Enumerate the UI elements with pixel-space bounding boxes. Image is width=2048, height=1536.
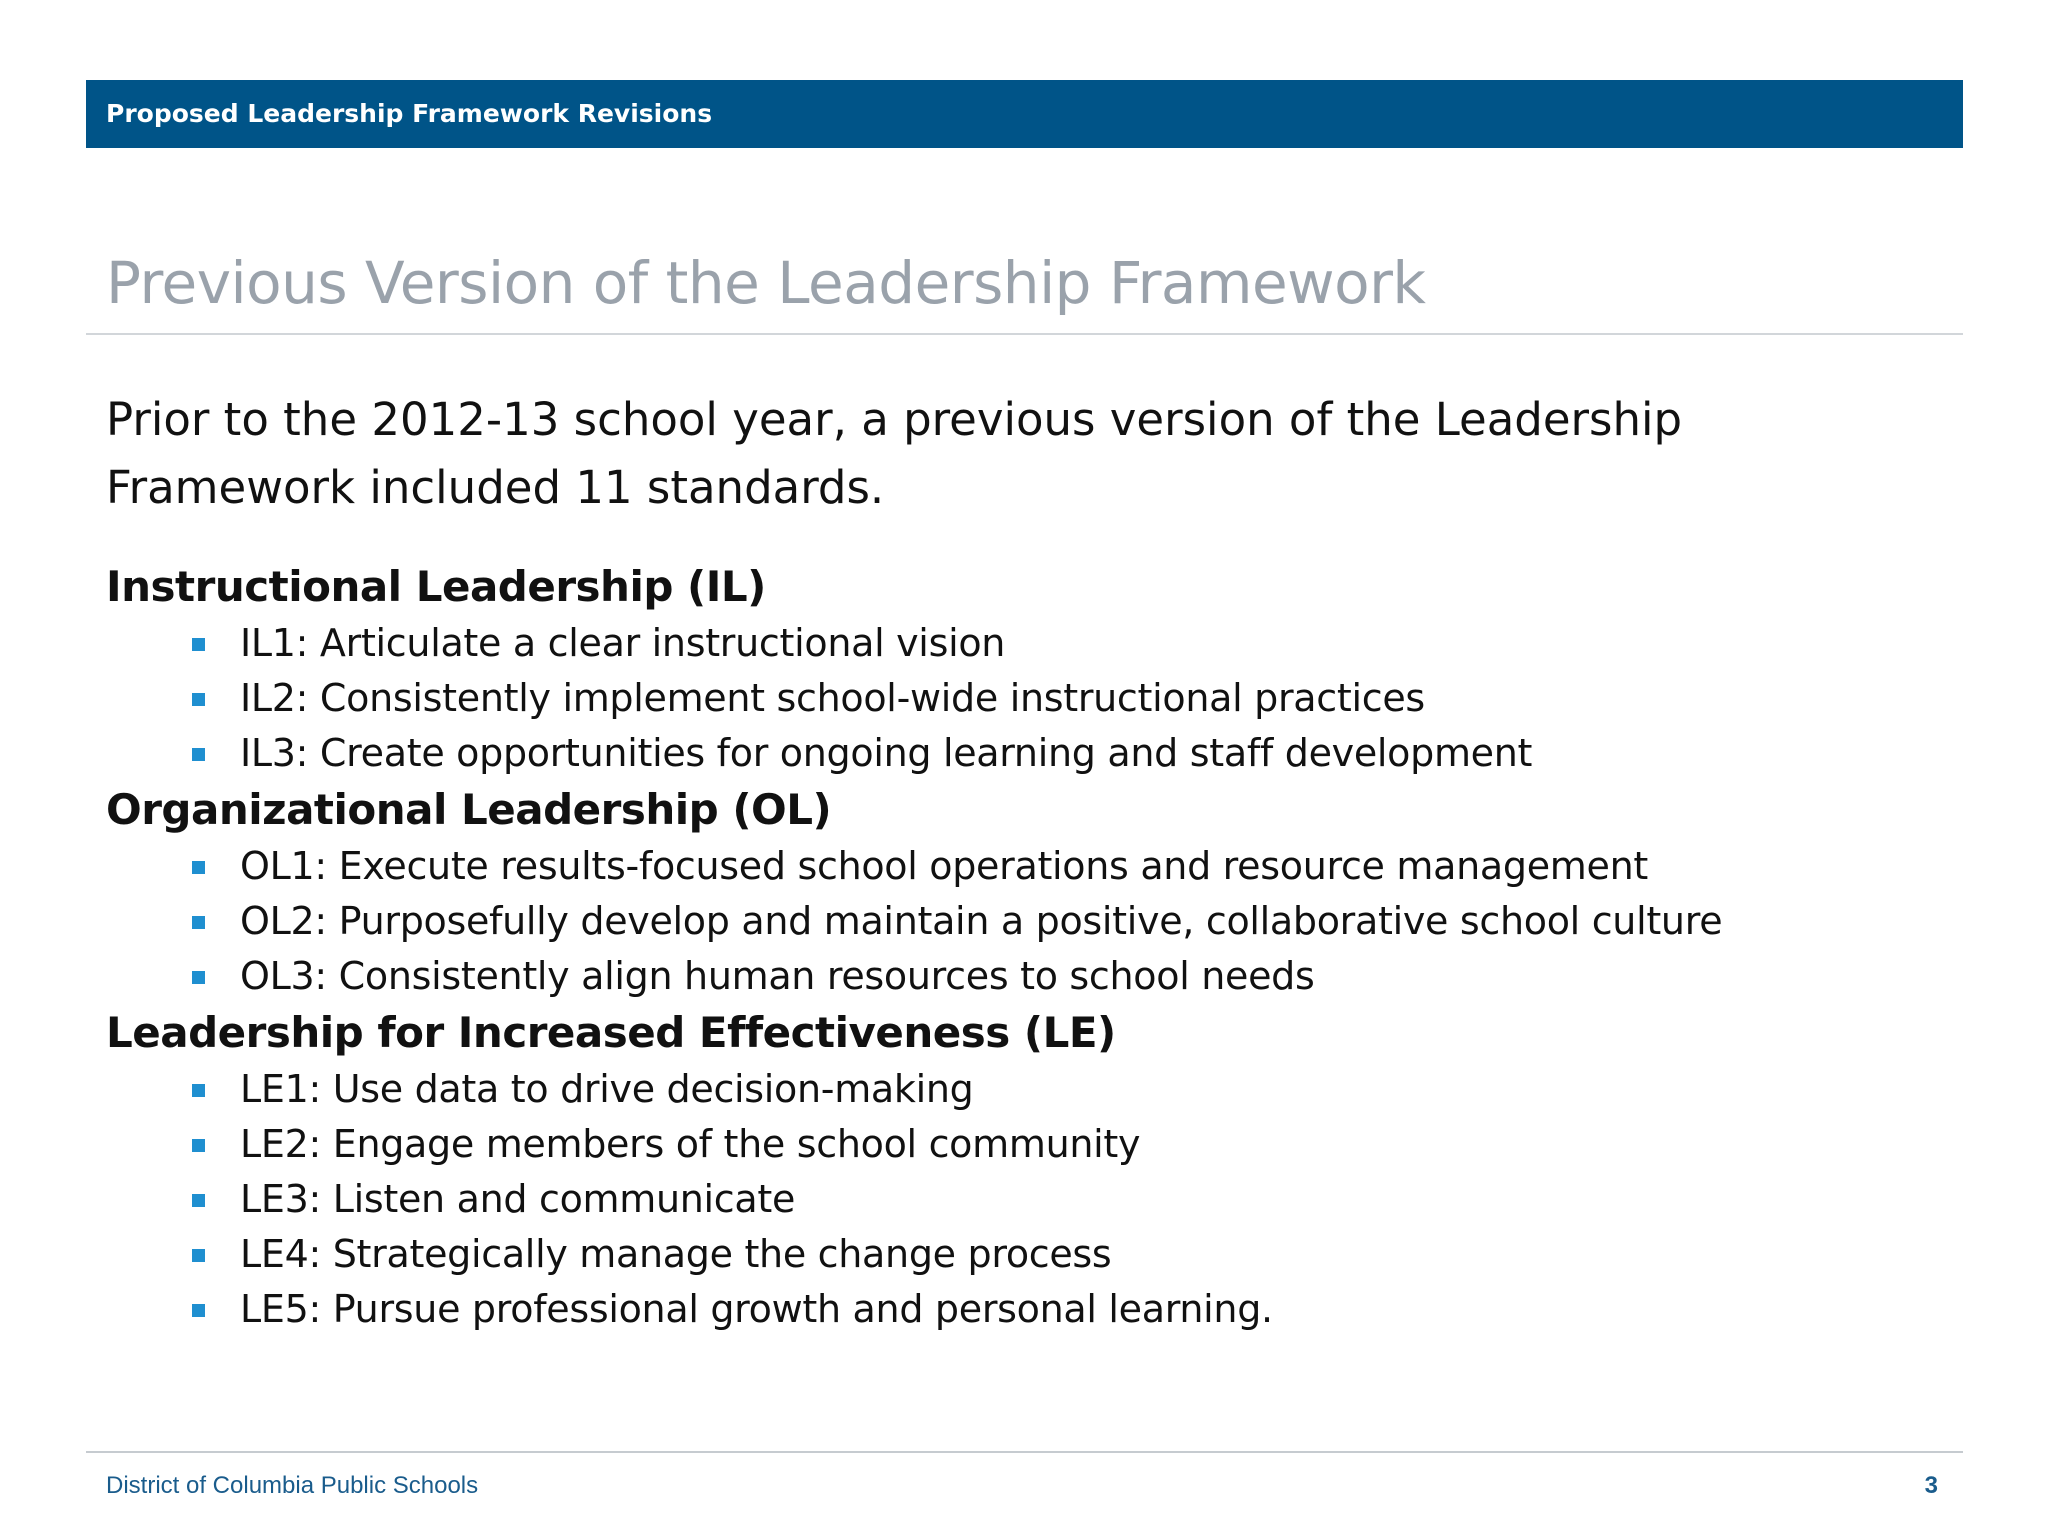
list-item (106, 671, 1866, 726)
page-number: 3 (1924, 1472, 1938, 1499)
list-item-text: IL1: Articulate a clear instructional vision (240, 621, 1006, 665)
list-item-text: OL2: Purposefully develop and maintain a positive, collaborative school culture (240, 899, 1723, 943)
header-bar (86, 80, 1963, 148)
list-item (106, 1282, 1866, 1337)
bullet-list (106, 1062, 1866, 1337)
list-item (106, 1062, 1866, 1117)
section-heading: Leadership for Increased Effectiveness (LE) (106, 1008, 1116, 1057)
list-item (106, 616, 1866, 671)
bullet-square-icon (192, 638, 205, 651)
section-heading: Organizational Leadership (OL) (106, 785, 832, 834)
section-organizational-leadership (106, 781, 1866, 1004)
bullet-square-icon (192, 1139, 205, 1152)
list-item (106, 839, 1866, 894)
list-item-text: IL2: Consistently implement school-wide instructional practices (240, 676, 1425, 720)
list-item-text: IL3: Create opportunities for ongoing learning and staff development (240, 731, 1533, 775)
list-item-text: OL3: Consistently align human resources to school needs (240, 954, 1315, 998)
section-heading: Instructional Leadership (IL) (106, 562, 766, 611)
bullet-square-icon (192, 1304, 205, 1317)
header-title: Proposed Leadership Framework Revisions (106, 99, 713, 128)
bullet-square-icon (192, 1249, 205, 1262)
footer-divider (86, 1451, 1963, 1453)
bullet-square-icon (192, 916, 205, 929)
list-item (106, 1227, 1866, 1282)
list-item (106, 894, 1866, 949)
list-item-text: LE5: Pursue professional growth and personal learning. (240, 1287, 1273, 1331)
slide-title: Previous Version of the Leadership Framework (106, 249, 1426, 317)
footer-organization: District of Columbia Public Schools (106, 1472, 479, 1499)
section-leadership-effectiveness (106, 1004, 1866, 1337)
bullet-square-icon (192, 1194, 205, 1207)
bullet-square-icon (192, 748, 205, 761)
bullet-square-icon (192, 1084, 205, 1097)
bullet-square-icon (192, 861, 205, 874)
list-item (106, 1172, 1866, 1227)
bullet-square-icon (192, 693, 205, 706)
bullet-list (106, 839, 1866, 1004)
list-item (106, 949, 1866, 1004)
section-instructional-leadership (106, 558, 1866, 781)
list-item (106, 1117, 1866, 1172)
list-item-text: LE1: Use data to drive decision-making (240, 1067, 974, 1111)
list-item-text: LE2: Engage members of the school community (240, 1122, 1141, 1166)
list-item-text: OL1: Execute results-focused school operations and resource management (240, 844, 1648, 888)
list-item-text: LE4: Strategically manage the change process (240, 1232, 1112, 1276)
bullet-list (106, 616, 1866, 781)
intro-paragraph: Prior to the 2012-13 school year, a previous version of the Leadership Framework included 11 standards. (106, 393, 1683, 514)
list-item-text: LE3: Listen and communicate (240, 1177, 796, 1221)
title-divider (86, 333, 1963, 335)
standards-content (106, 558, 1866, 1337)
list-item (106, 726, 1866, 781)
bullet-square-icon (192, 971, 205, 984)
